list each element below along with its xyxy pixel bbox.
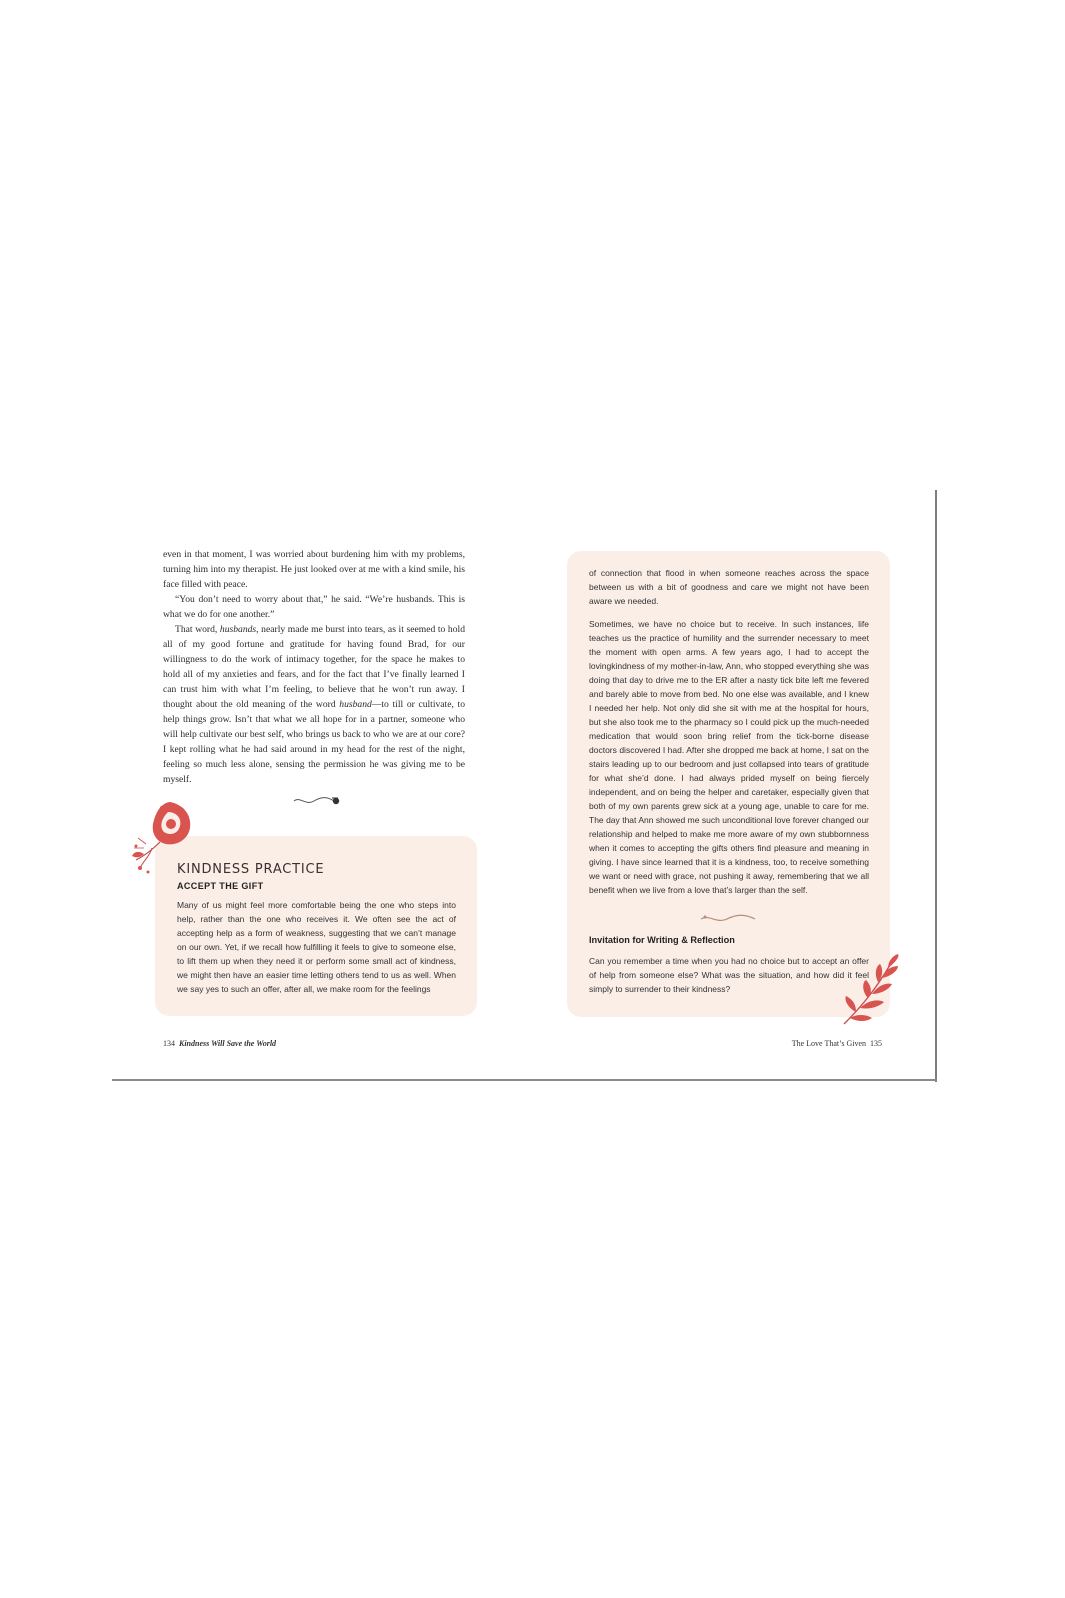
page-number: 134 — [163, 1039, 175, 1048]
paragraph-2: “You don’t need to worry about that,” he said. “We’re husbands. This is what we do for one another.” — [163, 594, 465, 620]
page-edge-bottom — [112, 1079, 937, 1081]
left-page-body — [163, 547, 465, 787]
leaf-sprig-icon — [838, 952, 902, 1028]
kindness-practice-body: Many of us might feel more comfortable being the one who steps into help, rather than the one who receives it. We often see the act of accepting help as a form of weakness, suggesting that we can’t manage on our own. Yet, if we recall how fulfilling it feels to give to someone else, to lift them up when they need it or perform some small act of kindness, we might then have an easier time letting others tend to us as well. When we say yes to such an offer, after all, we make room for the feelings — [177, 900, 456, 994]
right-page-footer — [792, 1039, 882, 1048]
paragraph-1: even in that moment, I was worried about burdening him with my problems, turning him into my therapist. He just looked over at me with a kind smile, his face filled with peace. — [163, 549, 465, 590]
kindness-practice-subtitle: ACCEPT THE GIFT — [177, 881, 264, 891]
paragraph-3: That word, husbands, nearly made me burst into tears, as it seemed to hold all of my good fortune and gratitude for having found Brad, for our willingness to do the work of intimacy together, for the space he makes to hold all of my anxieties and fears, and for the fact that I’ve finally learned I can trust him with what I’m feeling, to believe that he won’t run away. I thought about the old meaning of the word husband—to till or cultivate, to help things grow. Isn’t that what we all hope for in a partner, someone who will help cultivate our best self, who brings us back to who we are at our core? I kept rolling what he had said around in my head for the rest of the night, feeling so much less alone, sensing the permission he was giving me to be myself. — [163, 624, 465, 785]
page-edge-right — [935, 490, 937, 1082]
chapter-title: The Love That’s Given — [791, 1039, 866, 1048]
right-paragraph-1: of connection that flood in when someone reaches across the space between us with a bit of goodness and care we might not have been aware we needed. — [589, 568, 869, 606]
invitation-heading: Invitation for Writing & Reflection — [589, 935, 735, 945]
page-number: 135 — [870, 1039, 882, 1048]
invitation-text: Can you remember a time when you had no choice but to accept an offer of help from someone else? What was the situation, and how did it feel simply to surrender to their kindness? — [589, 956, 869, 994]
book-title: Kindness Will Save the World — [179, 1039, 277, 1048]
right-paragraph-2: Sometimes, we have no choice but to receive. In such instances, life teaches us the practice of humility and the surrender necessary to meet the moment with open arms. A few years ago, I had to accept the lovingkindness of my mother-in-law, Ann, who stopped everything she was doing that day to drive me to the ER after a nasty tick bite left me fevered and barely able to move from bed. No one else was available, and I knew I needed her help. Not only did she sit with me at the hospital for hours, but she also took me to the pharmacy so I could pick up the much-needed medication that would soon bring relief from the tick-borne disease doctors discovered I had. After she dropped me back at home, I sat on the stairs leading up to our bedroom and just collapsed into tears of gratitude for what she’d done. I had always prided myself on being fiercely independent, and on being the helper and caretaker, especially given that both of my own parents grew sick at a young age, unable to care for me. The day that Ann showed me such unconditional love forever changed our relationship and helped to make me more aware of my own stubbornness when it comes to accepting the gifts others find pleasure and meaning in giving. I have since learned that it is a kindness, too, to receive something we want or need with grace, not pushing it away, remembering that we all benefit when we live from a love that’s larger than the self. — [589, 619, 869, 895]
left-page-footer — [163, 1039, 276, 1048]
swirl-ornament-icon — [292, 794, 344, 808]
swirl-ornament-icon — [699, 912, 757, 926]
kindness-practice-title: KINDNESS PRACTICE — [177, 862, 325, 877]
